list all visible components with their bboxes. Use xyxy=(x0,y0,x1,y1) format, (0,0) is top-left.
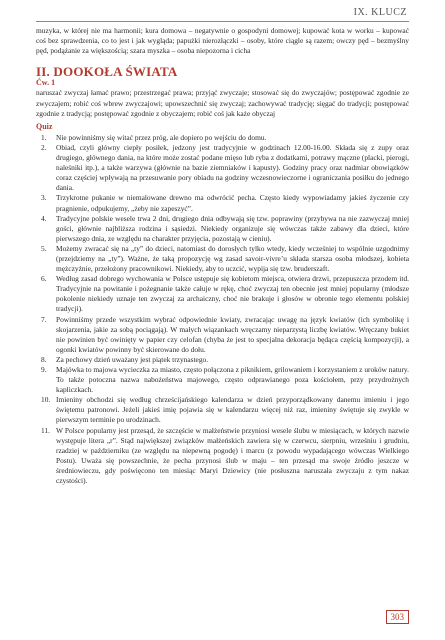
quiz-item-text: Możemy zwracać się na „ty” do dzieci, natomiast do dorosłych tylko wtedy, kiedy wcześniej to wspólnie uzgodnimy (przejdziemy na „ty”). Ważne, że taką propozycję wg zasad savoir-vivre’u składa starsza osoba młodszej, kobieta mężczyźnie, przełożony pracownikowi. Niekiedy, aby to uczcić, wypija się tzw. bruderszaft. xyxy=(56,243,409,274)
page-content xyxy=(36,26,409,486)
quiz-item xyxy=(36,315,409,355)
quiz-item xyxy=(36,274,409,314)
quiz-item xyxy=(36,244,409,274)
running-head: IX. KLUCZ xyxy=(353,7,407,18)
quiz-item-number: 2. xyxy=(41,142,47,152)
quiz-item-text: Według zasad dobrego wychowania w Polsce ustępuje się kobietom miejsca, otwiera drzwi, przepuszcza przodem itd. Tradycyjnie na powitanie i pożegnanie także całuje w rękę, choć zwyczaj ten obecnie jest mniej popularny (młodsze pokolenie niekiedy uznaje ten zwyczaj za archaiczny, choć nie brakuje i głosów w obronie tego elementu polskiej tradycji). xyxy=(56,274,409,314)
quiz-item-number: 5. xyxy=(41,243,47,253)
quiz-label: Quiz xyxy=(36,121,53,131)
quiz-item-number: 6. xyxy=(41,274,47,284)
quiz-item-number: 1. xyxy=(41,132,47,142)
quiz-item-number: 4. xyxy=(41,213,47,223)
quiz-item-text: Majówka to majowa wycieczka za miasto, często połączona z piknikiem, grilowaniem i korzystaniem z uroków natury. To także potoczna nazwa nabożeństwa majowego, często odprawianego poza kościołem, przy przydrożnych kapliczkach. xyxy=(56,365,409,395)
exercise-text: naruszać zwyczaj łamać prawo; przestrzegać prawa; przyjąć zwyczaje; stosować się do zwyczajów; postępować zgodnie ze zwyczajem; robić coś wbrew zwyczajowi; upowszechnić się zwyczaj; zachowywać tradycję; sięgać do tradycji; postępować zgodnie z tradycją; postępować zgodnie z obyczajem; robić coś jak każe obyczaj xyxy=(36,88,409,118)
quiz-item xyxy=(36,426,409,487)
quiz-item xyxy=(36,365,409,395)
intro-paragraph: muzyka, w której nie ma harmonii; kura domowa – negatywnie o gospodyni domowej; kupować kota w worku – kupować coś bez sprawdzenia, co to jest i jak wygląda; papużki nierozłączki – osoby, które ciągle są razem; owczy pęd – bezmyślny pęd, podążanie za większością; szara myszka – osoba niepozorna i cicha xyxy=(36,26,409,56)
exercise-label: Ćw. 1 xyxy=(36,78,56,88)
quiz-item-text: Powinniśmy przede wszystkim wybrać odpowiednie kwiaty, zwracając uwagę na język kwiatów (ich symbolikę i skojarzenia, jakie za sobą pociągają). W małych wiązankach wręczamy nieparzystą liczbę kwiatów. Wręczany bukiet nie powinien być owinięty w papier czy celofan (chyba że jest to specjalna dekoracja będąca częścią kompozycji), a ogonki kwiatów powinny być skierowane do dołu. xyxy=(56,314,409,354)
quiz-item-text: Tradycyjne polskie wesele trwa 2 dni, drugiego dnia odbywają się tzw. poprawiny (przybywa na nie zazwyczaj mniej gości, głównie najbliższa rodzina i sąsiedzi. Niekiedy organizuje się wówczas także zabawy dla dzieci, które pierwszego dnia, ze względu na charakter przyjęcia, pozostają w cieniu). xyxy=(56,213,409,243)
quiz-list xyxy=(36,133,409,486)
quiz-item-text: Imieniny obchodzi się według chrześcijańskiego kalendarza w dzień przyporządkowany danemu imieniu i jego świętemu patronowi. Jeżeli jakieś imię pojawia się w kalendarzu więcej niż raz, imieniny świętuje się zwykle w pierwszym terminie po urodzinach. xyxy=(56,395,409,425)
quiz-item-number: 7. xyxy=(41,314,47,324)
quiz-item-text: W Polsce popularny jest przesąd, że szczęście w małżeństwie przyniosi wesele ślubu w miesiącach, w których nazwie występuje litera „r”. Stąd największej związków małżeńskich zawiera się w czerwcu, sierpniu, wrześniu i grudniu, rzadziej w październiku (ze względu na niepewną pogodę) i marcu (z powodu wypadającego wówczas Wielkiego Postu). Uważa się powszechnie, że pecha przynosi ślub w maju – ten przesąd ma swoje źródło jeszcze w średniowieczu, gdy poświęcono ten miesiąc Maryi Dziewicy (nie posłuszna naruszała zwyczaju z tym nakaz czystości). xyxy=(56,425,409,486)
quiz-item xyxy=(36,143,409,193)
page-number: 303 xyxy=(386,610,410,624)
quiz-item-number: 10. xyxy=(41,395,51,405)
quiz-item-text: Trzykrotne pukanie w niemalowane drewno ma odwrócić pecha. Często kiedy wypowiadamy jakieś życzenie czy pragnienie, odpukujemy, „żeby nie zapeszyć”. xyxy=(56,193,409,213)
quiz-item xyxy=(36,193,409,213)
quiz-item-number: 9. xyxy=(41,365,47,374)
quiz-item xyxy=(36,395,409,425)
quiz-item-text: Obiad, czyli główny ciepły posiłek, jedzony jest tradycyjnie w godzinach 12.00-16.00. Składa się z zupy oraz drugiego, głównego dania, na które może zostać podane mięso lub ryba z dodatkami, potrawy mączne (placki, pierogi, naleśniki itp.), a także warzywa (głównie na bazie ziemniaków i kapusty). Godziny pracy oraz nadmiar obowiązków coraz częściej wpływają na przesuwanie pory obiadu na godziny wczesnowieczorne i ograniczania posiłku do jednego dania. xyxy=(56,142,409,193)
quiz-item-text: Za pechowy dzień uważany jest piątek trzynastego. xyxy=(56,354,209,364)
quiz-item-number: 11. xyxy=(41,425,50,435)
header-rule xyxy=(36,21,409,22)
quiz-item-text: Nie powinniśmy się witać przez próg, ale dopiero po wejściu do domu. xyxy=(56,132,267,142)
quiz-item-number: 8. xyxy=(41,354,47,364)
quiz-item xyxy=(36,133,409,143)
quiz-item xyxy=(36,214,409,244)
quiz-item-number: 3. xyxy=(41,193,47,203)
quiz-item xyxy=(36,355,409,365)
section-title: II. DOOKOŁA ŚWIATA xyxy=(36,64,178,80)
